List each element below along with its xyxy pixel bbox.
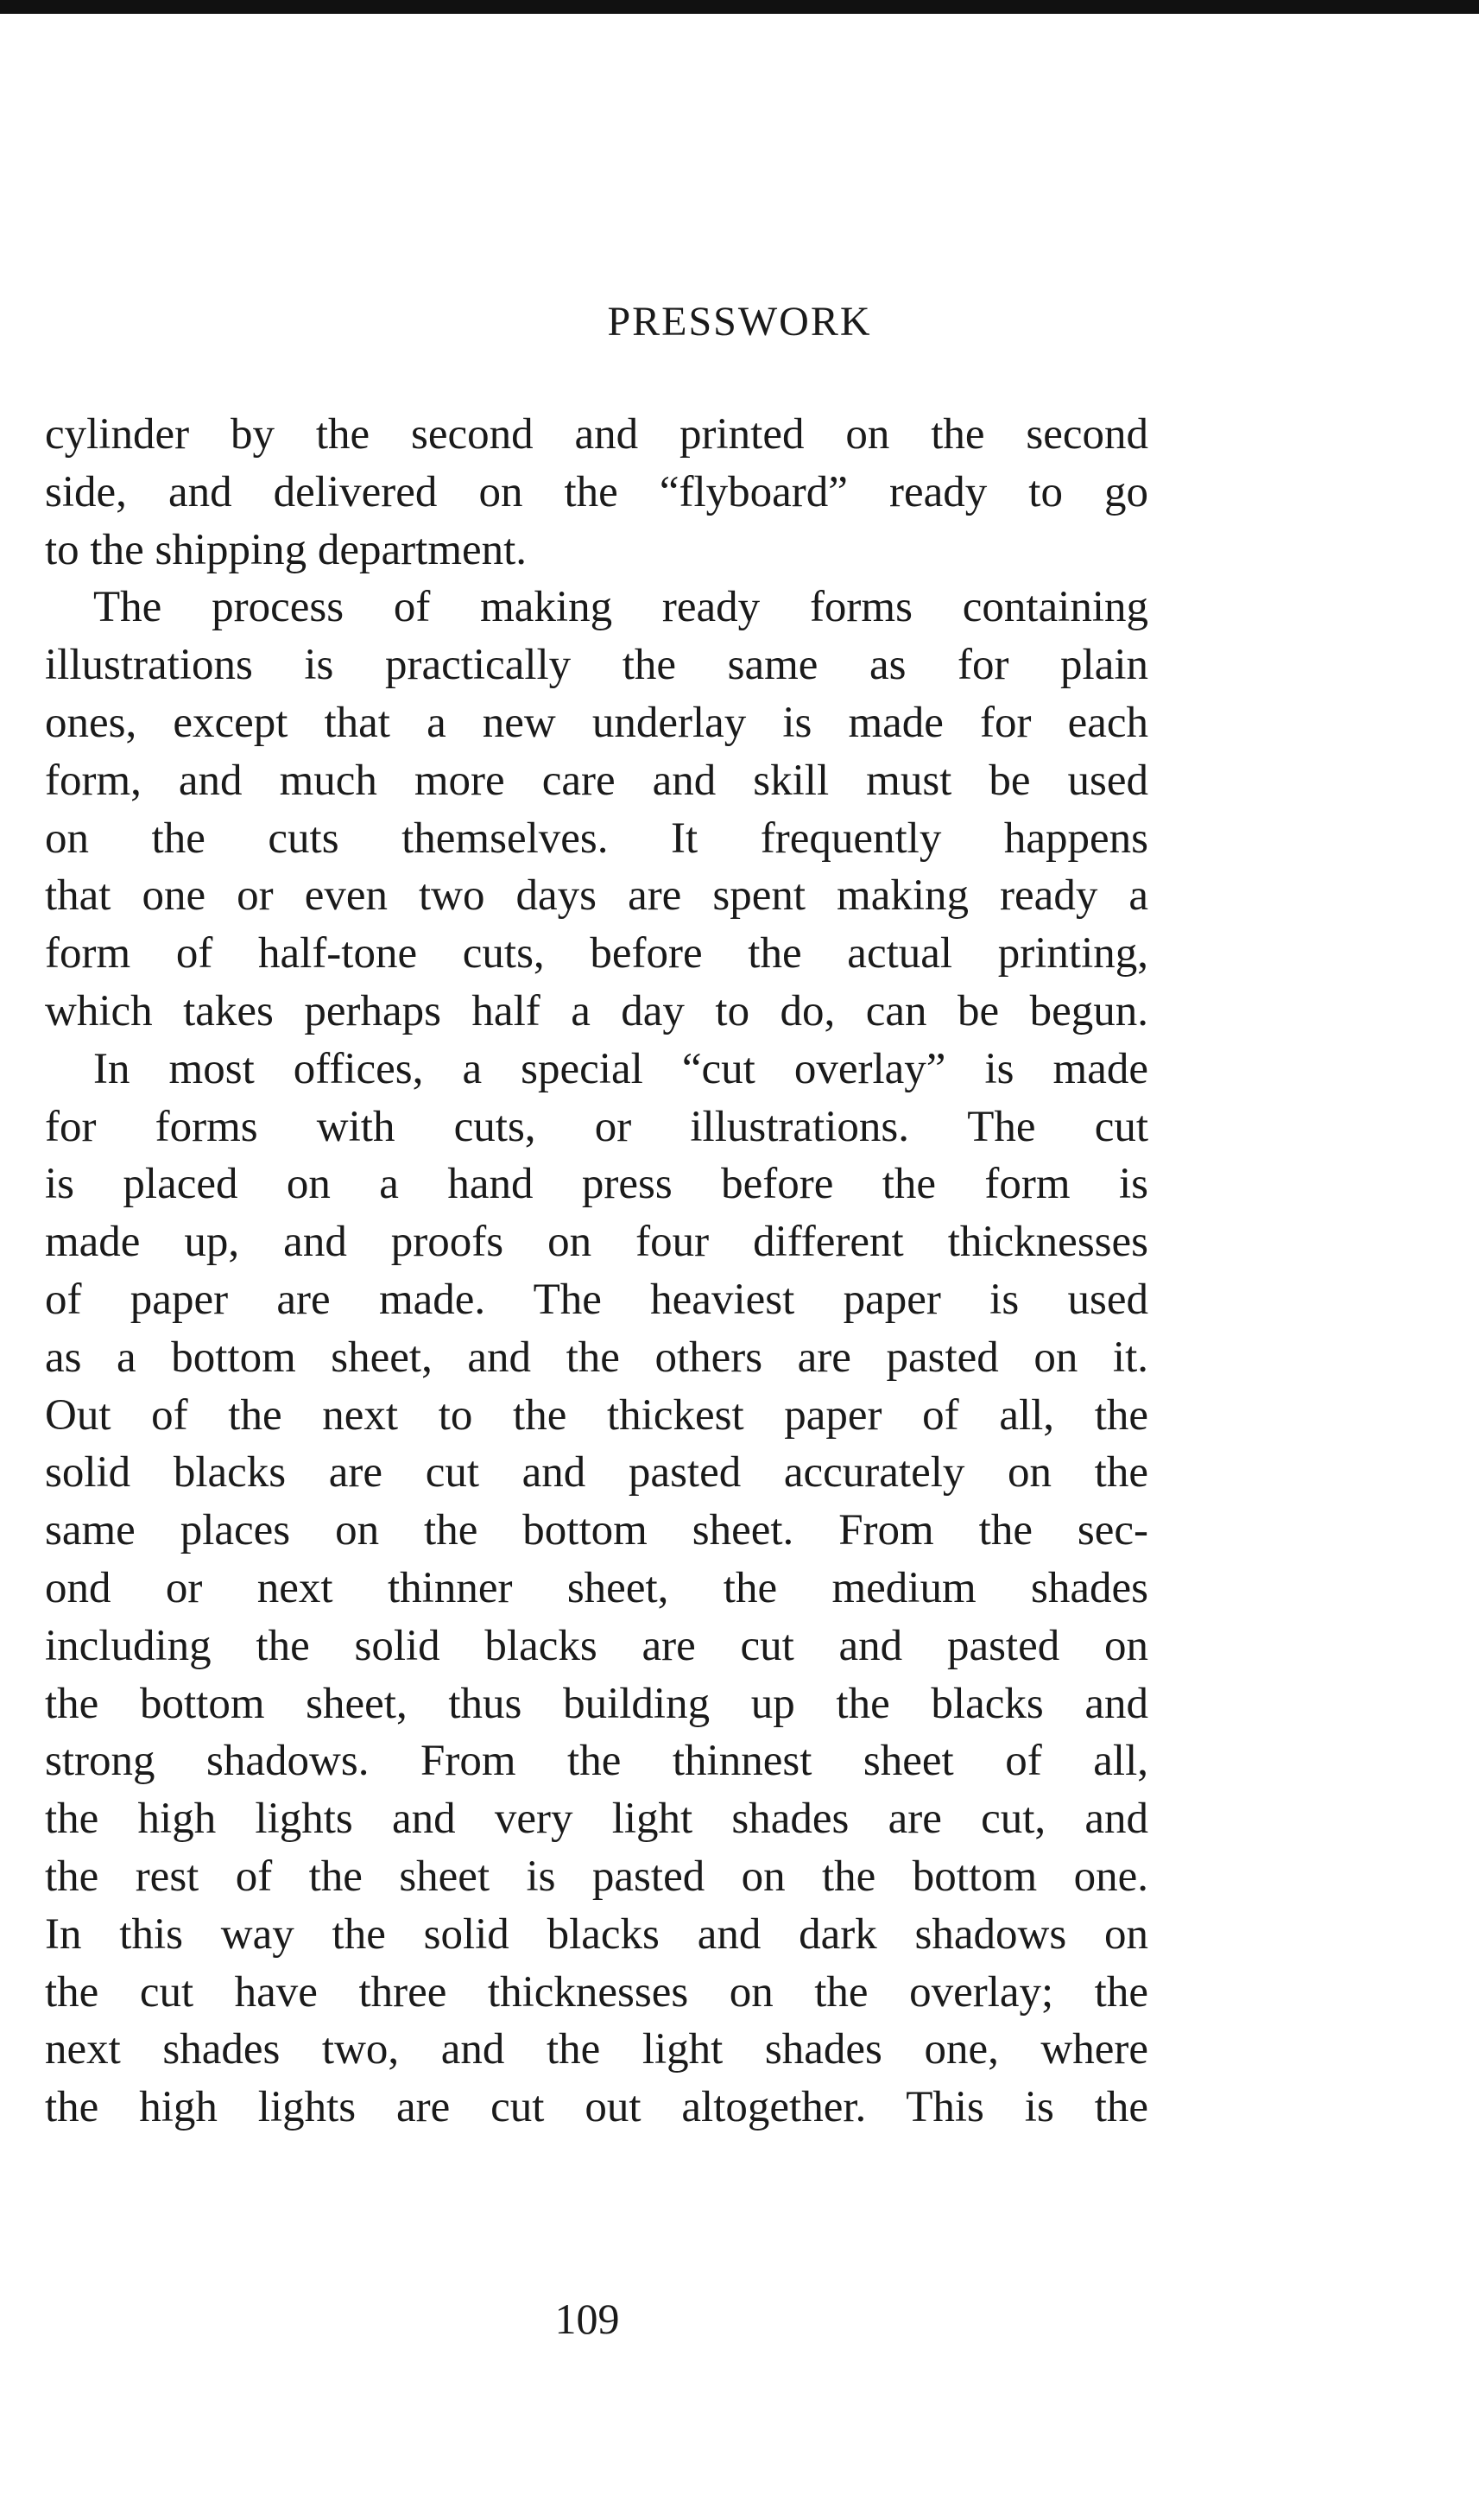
text-line: ones, except that a new underlay is made for each	[45, 698, 1148, 747]
text-line: including the solid blacks are cut and pasted on	[45, 1621, 1148, 1670]
text-line: to the shipping department.	[45, 525, 528, 574]
text-line: which takes perhaps half a day to do, can be begun.	[45, 986, 1148, 1035]
top-border-rule	[0, 0, 1479, 14]
text-line: is placed on a hand press before the form is	[45, 1160, 1148, 1209]
text-line: that one or even two days are spent making ready a	[45, 871, 1148, 921]
text-line: as a bottom sheet, and the others are pasted on it.	[45, 1333, 1148, 1382]
text-line: strong shadows. From the thinnest sheet of all,	[45, 1737, 1148, 1786]
text-line: solid blacks are cut and pasted accurately on the	[45, 1448, 1148, 1497]
text-line: Out of the next to the thickest paper of all, the	[45, 1390, 1148, 1440]
text-line: same places on the bottom sheet. From the sec-	[45, 1506, 1148, 1555]
text-line: illustrations is practically the same as for plain	[45, 641, 1148, 690]
text-line: form, and much more care and skill must be used	[45, 756, 1148, 805]
text-line: made up, and proofs on four different thicknesses	[45, 1218, 1148, 1267]
running-head: PRESSWORK	[607, 299, 872, 345]
text-line: next shades two, and the light shades one, where	[45, 2025, 1148, 2074]
text-line: the rest of the sheet is pasted on the bottom one.	[45, 1852, 1148, 1901]
text-line: the high lights and very light shades are cut, and	[45, 1795, 1148, 1844]
text-line: side, and delivered on the “flyboard” ready to go	[45, 467, 1148, 516]
text-line: the cut have three thicknesses on the overlay; the	[45, 1967, 1148, 2017]
text-line: on the cuts themselves. It frequently happens	[45, 814, 1148, 863]
text-line: the bottom sheet, thus building up the blacks and	[45, 1679, 1148, 1728]
text-line: the high lights are cut out altogether. This is the	[45, 2083, 1148, 2132]
text-line: The process of making ready forms containing	[93, 583, 1148, 632]
text-line: form of half-tone cuts, before the actual printing,	[45, 929, 1148, 978]
text-line: ond or next thinner sheet, the medium shades	[45, 1563, 1148, 1612]
text-line: In this way the solid blacks and dark shadows on	[45, 1909, 1148, 1959]
page-number: 109	[554, 2295, 620, 2343]
text-line: for forms with cuts, or illustrations. The cut	[45, 1102, 1148, 1151]
text-line: cylinder by the second and printed on the second	[45, 410, 1148, 459]
text-line: In most offices, a special “cut overlay” is made	[93, 1044, 1148, 1093]
text-line: of paper are made. The heaviest paper is used	[45, 1275, 1148, 1324]
body-text	[45, 406, 1148, 2137]
